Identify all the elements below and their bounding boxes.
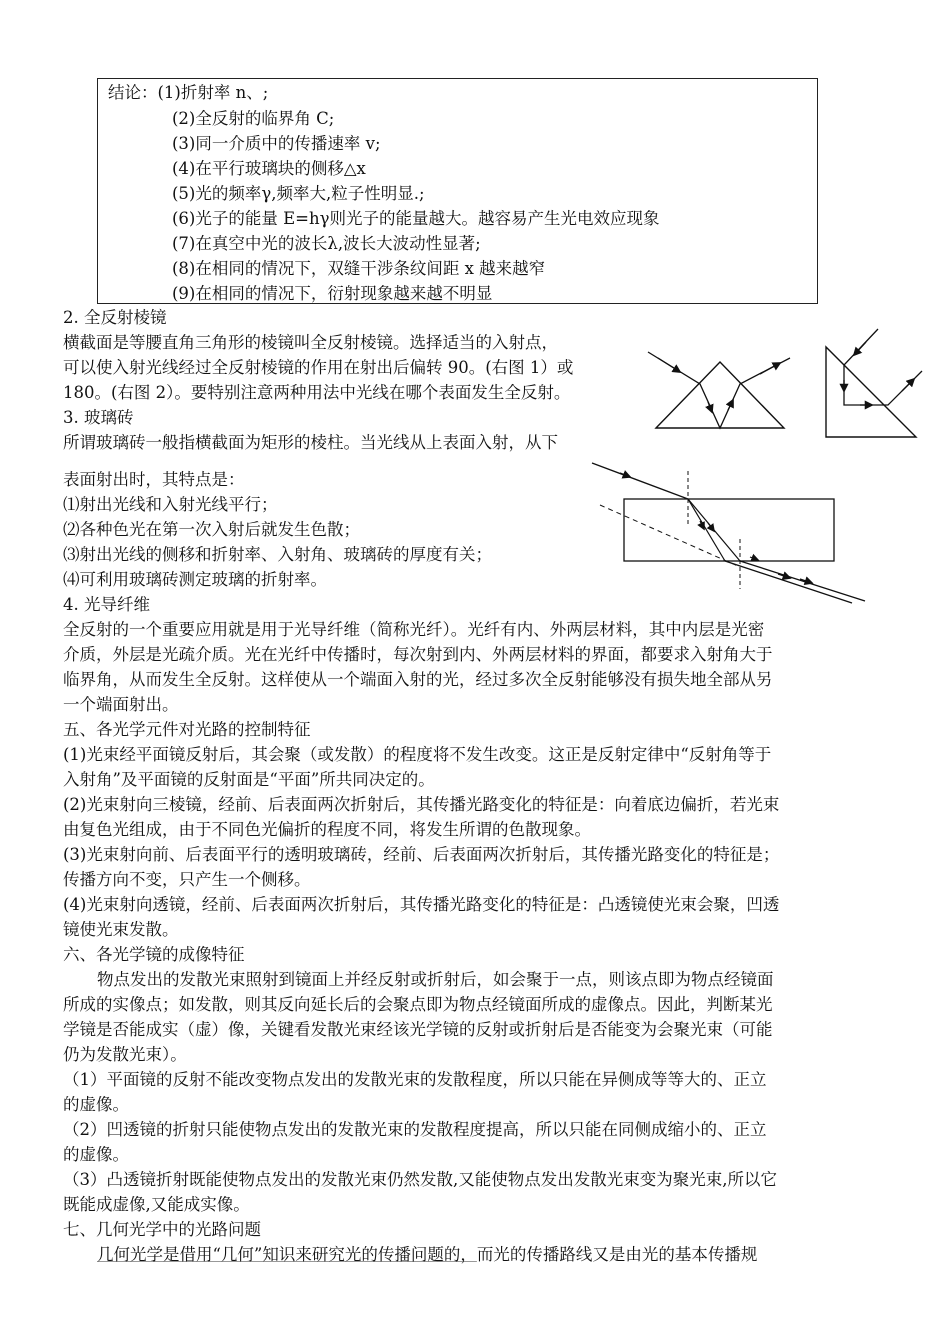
glass-line-5: ⑶射出光线的侧移和折射率、入射角、玻璃砖的厚度有关； bbox=[63, 545, 492, 564]
prism-line-3: 180。(右图 2）。要特别注意两种用法中光线在哪个表面发生全反射。 bbox=[63, 383, 571, 402]
fiber-heading: 4. 光导纤维 bbox=[63, 595, 150, 614]
sec6-line-6: 的虚像。 bbox=[63, 1095, 129, 1114]
sec7-underlined-text: 几何光学是借用“几何”知识来研究光的传播问题的， bbox=[97, 1245, 477, 1264]
sec6-line-9: （3）凸透镜折射既能使物点发出的发散光束仍然发散,又能使物点发出发散光束变为聚光束,所以它 bbox=[63, 1170, 777, 1189]
sec6-line-8: 的虚像。 bbox=[63, 1145, 129, 1164]
sec6-line-2: 所成的实像点；如发散，则其反向延长后的会聚点即为物点经镜面所成的虚像点。因此，判断某光 bbox=[63, 995, 773, 1014]
prism-line-1: 横截面是等腰直角三角形的棱镜叫全反射棱镜。选择适当的入射点， bbox=[63, 333, 558, 352]
glass-brick-figure bbox=[590, 455, 880, 605]
sec6-line-7: （2）凹透镜的折射只能使物点发出的发散光束的发散程度提高，所以只能在同侧成缩小的、正立 bbox=[63, 1120, 767, 1139]
sec5-heading: 五、各光学元件对光路的控制特征 bbox=[63, 720, 311, 739]
sec5-line-6: 传播方向不变，只产生一个侧移。 bbox=[63, 870, 311, 889]
prism-figure-1 bbox=[640, 330, 800, 440]
prism-figure-2 bbox=[810, 325, 930, 445]
fiber-line-2: 介质，外层是光疏介质。光在光纤中传播时，每次射到内、外两层材料的界面，都要求入射角大于 bbox=[63, 645, 773, 664]
sec6-line-5: （1）平面镜的反射不能改变物点发出的发散光束的发散程度，所以只能在异侧成等等大的、正立 bbox=[63, 1070, 767, 1089]
sec5-line-5: (3)光束射向前、后表面平行的透明玻璃砖，经前、后表面两次折射后，其传播光路变化的特征是； bbox=[63, 845, 780, 864]
sec5-line-1: (1)光束经平面镜反射后，其会聚（或发散）的程度将不发生改变。这正是反射定律中“反射角等于 bbox=[63, 745, 772, 764]
conclusion-line-4: (4)在平行玻璃块的侧移△x bbox=[172, 159, 366, 178]
glass-heading: 3. 玻璃砖 bbox=[63, 408, 134, 427]
glass-line-1: 所谓玻璃砖一般指横截面为矩形的棱柱。当光线从上表面入射，从下 bbox=[63, 433, 558, 452]
prism-heading: 2. 全反射棱镜 bbox=[63, 308, 167, 327]
sec6-line-1: 物点发出的发散光束照射到镜面上并经反射或折射后，如会聚于一点，则该点即为物点经镜面 bbox=[97, 970, 774, 989]
conclusion-line-6: (6)光子的能量 E=hγ则光子的能量越大。越容易产生光电效应现象 bbox=[172, 209, 660, 228]
sec6-line-3: 学镜是否能成实（虚）像，关键看发散光束经该光学镜的反射或折射后是否能变为会聚光束（可能 bbox=[63, 1020, 773, 1039]
glass-line-4: ⑵各种色光在第一次入射后就发生色散； bbox=[63, 520, 360, 539]
fiber-line-1: 全反射的一个重要应用就是用于光导纤维（简称光纤）。光纤有内、外两层材料，其中内层是光密 bbox=[63, 620, 765, 639]
glass-line-6: ⑷可利用玻璃砖测定玻璃的折射率。 bbox=[63, 570, 327, 589]
conclusion-line-1: 结论：(1)折射率 n、; bbox=[108, 83, 269, 102]
sec7-rest-text: 而光的传播路线又是由光的基本传播规 bbox=[476, 1245, 758, 1264]
sec5-line-4: 由复色光组成，由于不同色光偏折的程度不同，将发生所谓的色散现象。 bbox=[63, 820, 591, 839]
sec7-heading: 七、几何光学中的光路问题 bbox=[63, 1220, 261, 1239]
sec5-line-2: 入射角”及平面镜的反射面是“平面”所共同决定的。 bbox=[63, 770, 435, 789]
conclusion-line-5: (5)光的频率γ,频率大,粒子性明显.; bbox=[172, 184, 425, 203]
conclusion-line-2: (2)全反射的临界角 C; bbox=[172, 109, 335, 128]
conclusion-line-3: (3)同一介质中的传播速率 v; bbox=[172, 134, 381, 153]
sec5-line-3: (2)光束射向三棱镜，经前、后表面两次折射后，其传播光路变化的特征是：向着底边偏折，若光束 bbox=[63, 795, 780, 814]
fiber-line-4: 一个端面射出。 bbox=[63, 695, 179, 714]
sec6-heading: 六、各光学镜的成像特征 bbox=[63, 945, 245, 964]
sec5-line-8: 镜使光束发散。 bbox=[63, 920, 179, 939]
sec6-line-10: 既能成虚像,又能成实像。 bbox=[63, 1195, 250, 1214]
sec6-line-4: 仍为发散光束）。 bbox=[63, 1045, 187, 1064]
glass-line-3: ⑴射出光线和入射光线平行； bbox=[63, 495, 278, 514]
sec5-line-7: (4)光束射向透镜，经前、后表面两次折射后，其传播光路变化的特征是：凸透镜使光束会聚，凹透 bbox=[63, 895, 780, 914]
conclusion-line-8: (8)在相同的情况下，双缝干涉条纹间距 x 越来越窄 bbox=[172, 259, 546, 278]
conclusion-line-9: (9)在相同的情况下，衍射现象越来越不明显 bbox=[172, 284, 493, 303]
sec7-line-1 bbox=[97, 1242, 757, 1267]
glass-line-2: 表面射出时，其特点是： bbox=[63, 470, 245, 489]
fiber-line-3: 临界角，从而发生全反射。这样使从一个端面入射的光，经过多次全反射能够没有损失地全部从另 bbox=[63, 670, 773, 689]
prism-line-2: 可以使入射光线经过全反射棱镜的作用在射出后偏转 90。(右图 1）或 bbox=[63, 358, 574, 377]
conclusion-line-7: (7)在真空中光的波长λ,波长大波动性显著; bbox=[172, 234, 481, 253]
